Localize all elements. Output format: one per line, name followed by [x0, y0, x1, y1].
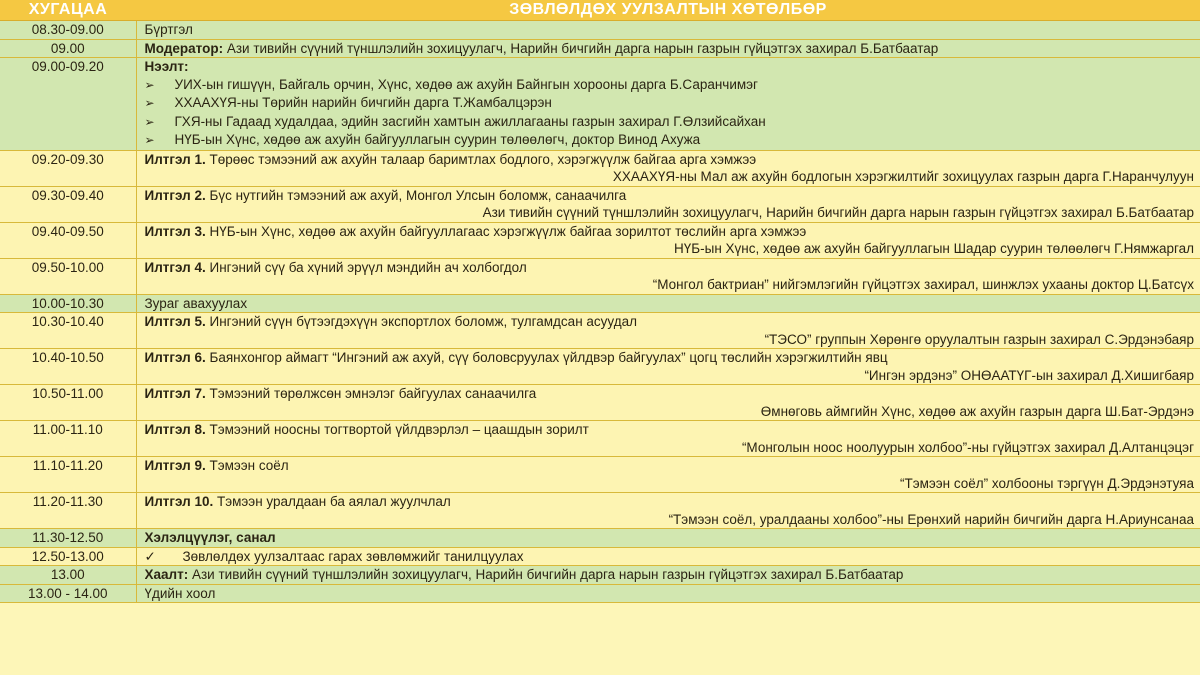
- table-row: [0, 547, 1200, 566]
- row-label: Модератор:: [144, 40, 224, 56]
- row-label: Хаалт:: [144, 567, 189, 582]
- row-label: Илтгэл 8.: [144, 422, 206, 437]
- row-speaker: “Ингэн эрдэнэ” ОНӨААТҮГ-ын захирал Д.Хишигбаяр: [864, 367, 1194, 383]
- table-row: [0, 294, 1200, 313]
- row-time: 09.30-09.40: [0, 186, 136, 222]
- row-time: 10.00-10.30: [0, 294, 136, 313]
- row-label: Илтгэл 2.: [144, 187, 206, 203]
- schedule-table: [0, 21, 1200, 603]
- table-row: [0, 150, 1200, 186]
- row-text: Тэмээн соёл: [209, 458, 289, 473]
- bullet-item: ➢ УИХ-ын гишүүн, Байгаль орчин, Хүнс, хөдөө аж ахуйн Байнгын хорооны дарга Б.Саранчимэг: [145, 76, 1195, 95]
- bullet-item: ➢ ГХЯ-ны Гадаад худалдаа, эдийн засгийн хамтын ажиллагааны газрын захирал Г.Өлзийсайхан: [145, 113, 1195, 132]
- schedule-header: [0, 0, 1200, 21]
- bullet-item: ➢ НҮБ-ын Хүнс, хөдөө аж ахуйн байгууллагын суурин төлөөлөгч, доктор Винод Ахужа: [145, 131, 1195, 150]
- row-time: 11.10-11.20: [0, 457, 136, 493]
- table-row: [0, 258, 1200, 294]
- row-label: Илтгэл 5.: [144, 314, 206, 329]
- table-row: [0, 421, 1200, 457]
- row-label: Илтгэл 3.: [144, 223, 206, 239]
- row-text: Төрөөс тэмээний аж ахуйн талаар баримтлах бодлого, хэрэгжүүлж байгаа арга хэмжээ: [209, 151, 757, 167]
- row-speaker: ХХААХҮЯ-ны Мал аж ахуйн бодлогын хэрэгжилтийг зохицуулах газрын дарга Г.Наранчулуун: [612, 169, 1194, 184]
- row-time: 13.00: [0, 566, 136, 585]
- row-text: Бүртгэл: [144, 22, 193, 37]
- row-text: Тэмээн уралдаан ба аялал жуулчлал: [217, 494, 451, 509]
- table-row: [0, 349, 1200, 385]
- row-text: Ингэний сүүн бүтээгдэхүүн экспортлох боломж, тулгамдсан асуудал: [209, 314, 637, 329]
- row-text: Үдийн хоол: [144, 585, 216, 601]
- row-speaker: “Тэмээн соёл, уралдааны холбоо”-ны Ерөнхий нарийн бичгийн дарга Н.Ариунсанаа: [668, 511, 1194, 527]
- row-time: 11.00-11.10: [0, 421, 136, 457]
- table-row: [0, 58, 1200, 151]
- table-row: [0, 222, 1200, 258]
- row-time: 09.50-10.00: [0, 258, 136, 294]
- row-label: Илтгэл 6.: [144, 350, 206, 365]
- row-text: Ингэний сүү ба хүний эрүүл мэндийн ач холбогдол: [209, 259, 527, 275]
- row-speaker: НҮБ-ын Хүнс, хөдөө аж ахуйн байгууллагын Шадар суурин төлөөлөгч Г.Нямжаргал: [674, 241, 1194, 256]
- arrow-bullet-icon: ➢: [144, 114, 155, 129]
- table-row: [0, 493, 1200, 529]
- arrow-bullet-icon: ➢: [144, 77, 155, 92]
- row-speaker: “ТЭСО” группын Хөрөнгө оруулалтын газрын захирал С.Эрдэнэбаяр: [764, 331, 1194, 347]
- row-label: Хэлэлцүүлэг, санал: [144, 530, 276, 545]
- row-label: Илтгэл 1.: [144, 151, 206, 167]
- table-row: [0, 186, 1200, 222]
- table-row: [0, 566, 1200, 585]
- row-time: 10.50-11.00: [0, 385, 136, 421]
- row-label: Илтгэл 10.: [144, 494, 214, 509]
- arrow-bullet-icon: ➢: [144, 133, 155, 147]
- checkmark-icon: ✓: [144, 548, 156, 564]
- row-speaker: “Монголын ноос ноолуурын холбоо”-ны гүйцэтгэх захирал Д.Алтанцэцэг: [741, 439, 1194, 455]
- bullet-item: ➢ ХХААХҮЯ-ны Төрийн нарийн бичгийн дарга Т.Жамбалцэрэн: [145, 94, 1195, 113]
- row-time: 10.40-10.50: [0, 349, 136, 385]
- row-label: Илтгэл 4.: [144, 259, 206, 275]
- row-text: Ази тивийн сүүний түншлэлийн зохицуулагч, Нарийн бичгийн дарга нарын газрын гүйцэтгэх захирал Б.Батбаатар: [226, 40, 939, 56]
- row-text: Тэмээний төрөлжсөн эмнэлэг байгуулах санаачилга: [209, 386, 537, 401]
- row-speaker: Ази тивийн сүүний түншлэлийн зохицуулагч, Нарийн бичгийн дарга нарын газрын гүйцэтгэх захирал Б.Батбаатар: [482, 205, 1194, 220]
- row-time: 10.30-10.40: [0, 313, 136, 349]
- table-row: [0, 529, 1200, 548]
- row-text: Зөвлөлдөх уулзалтаас гарах зөвлөмжийг танилцуулах: [182, 548, 524, 564]
- row-text: Бүс нутгийн тэмээний аж ахуй, Монгол Улсын боломж, санаачилга: [209, 187, 627, 203]
- arrow-bullet-icon: ➢: [144, 96, 155, 110]
- row-time: 11.20-11.30: [0, 493, 136, 529]
- row-text: Баянхонгор аймагт “Ингэний аж ахуй, сүү боловсруулах үйлдвэр байгуулах” цогц төслийн хэрэгжилтийн явц: [209, 350, 888, 365]
- table-row: [0, 39, 1200, 58]
- row-label: Илтгэл 9.: [144, 458, 206, 473]
- table-row: [0, 584, 1200, 603]
- row-time: 09.20-09.30: [0, 150, 136, 186]
- row-text: Зураг авахуулах: [144, 295, 248, 311]
- program-column-header: ЗӨВЛӨЛДӨХ УУЛЗАЛТЫН ХӨТӨЛБӨР: [509, 1, 827, 18]
- row-time: 11.30-12.50: [0, 529, 136, 548]
- table-row: [0, 457, 1200, 493]
- row-speaker: “Монгол бактриан” нийгэмлэгийн гүйцэтгэх захирал, шинжлэх ухааны доктор Ц.Батсүх: [652, 277, 1194, 292]
- row-text: Тэмээний ноосны тогтвортой үйлдвэрлэл – цаашдын зорилт: [209, 422, 589, 437]
- row-label: Илтгэл 7.: [144, 386, 206, 401]
- row-speaker: Өмнөговь аймгийн Хүнс, хөдөө аж ахуйн газрын дарга Ш.Бат-Эрдэнэ: [760, 403, 1194, 419]
- row-text: Ази тивийн сүүний түншлэлийн зохицуулагч, Нарийн бичгийн дарга нарын газрын гүйцэтгэх захирал Б.Батбаатар: [191, 567, 904, 582]
- row-time: 09.00-09.20: [0, 58, 136, 151]
- row-label: Нээлт:: [144, 59, 189, 74]
- row-speaker: “Тэмээн соёл” холбооны тэргүүн Д.Эрдэнэтуяа: [899, 475, 1194, 491]
- row-time: 08.30-09.00: [0, 21, 136, 39]
- row-time: 09.40-09.50: [0, 222, 136, 258]
- table-row: [0, 385, 1200, 421]
- row-time: 13.00 - 14.00: [0, 584, 136, 603]
- row-text: НҮБ-ын Хүнс, хөдөө аж ахуйн байгууллагаас хэрэгжүүлж байгаа зорилтот төслийн арга хэмжээ: [209, 223, 807, 239]
- table-row: [0, 21, 1200, 39]
- time-column-header: ХУГАЦАА: [28, 1, 108, 18]
- row-time: 09.00: [0, 39, 136, 58]
- row-time: 12.50-13.00: [0, 547, 136, 566]
- table-row: [0, 313, 1200, 349]
